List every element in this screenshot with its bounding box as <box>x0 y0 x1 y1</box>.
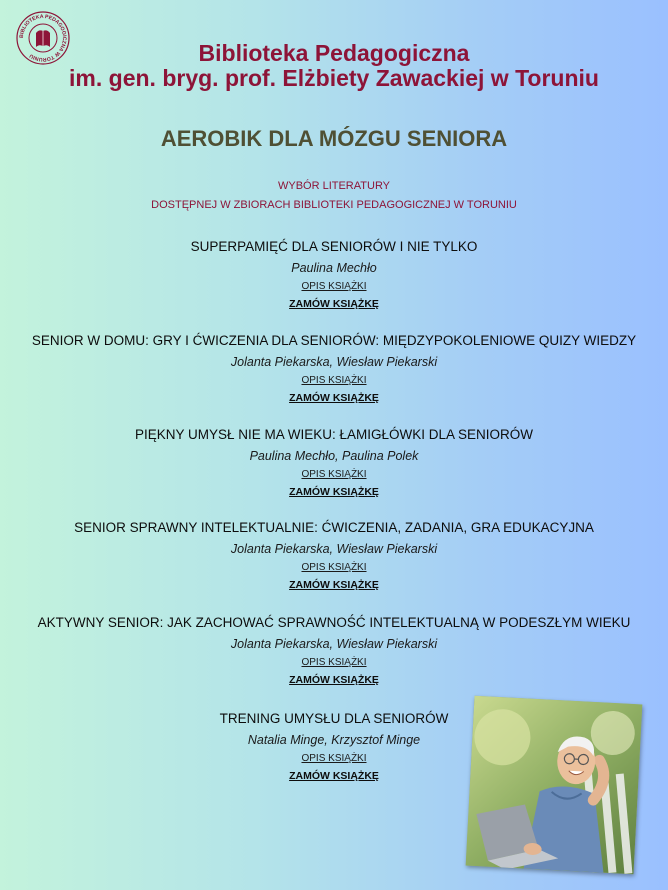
book-entry <box>0 519 668 593</box>
order-book-link[interactable]: ZAMÓW KSIĄŻKĘ <box>289 770 379 782</box>
logo-ring-text: BIBLIOTEKA PEDAGOGICZNA W TORUNIU <box>18 13 68 63</box>
book-entry <box>0 332 668 406</box>
order-book-link[interactable]: ZAMÓW KSIĄŻKĘ <box>289 486 379 498</box>
book-title: TRENING UMYSŁU DLA SENIORÓW <box>219 711 449 726</box>
subtitle-line1: WYBÓR LITERATURY <box>277 180 391 192</box>
book-entry <box>0 614 668 688</box>
book-description-link[interactable]: OPIS KSIĄŻKI <box>301 281 367 292</box>
book-title: PIĘKNY UMYSŁ NIE MA WIEKU: ŁAMIGŁÓWKI DLA SENIORÓW <box>134 427 534 442</box>
book-description-link[interactable]: OPIS KSIĄŻKI <box>301 562 367 573</box>
library-name <box>0 41 668 91</box>
book-description-link[interactable]: OPIS KSIĄŻKI <box>301 657 367 668</box>
book-description-link[interactable]: OPIS KSIĄŻKI <box>301 375 367 386</box>
book-authors: Jolanta Piekarska, Wiesław Piekarski <box>230 637 438 651</box>
page-subtitle <box>0 177 668 215</box>
book-authors: Paulina Mechło <box>291 261 377 275</box>
senior-with-laptop-photo <box>466 696 643 875</box>
book-entry <box>0 238 668 312</box>
book-authors: Paulina Mechło, Paulina Polek <box>249 449 419 463</box>
library-name-line2: im. gen. bryg. prof. Elżbiety Zawackiej w Toruniu <box>69 65 599 91</box>
page-title: AEROBIK DLA MÓZGU SENIORA <box>160 126 508 151</box>
library-name-line1: Biblioteka Pedagogiczna <box>198 40 470 66</box>
book-entry <box>0 426 668 500</box>
book-authors: Jolanta Piekarska, Wiesław Piekarski <box>230 542 438 556</box>
order-book-link[interactable]: ZAMÓW KSIĄŻKĘ <box>289 392 379 404</box>
order-book-link[interactable]: ZAMÓW KSIĄŻKĘ <box>289 674 379 686</box>
book-title: SUPERPAMIĘĆ DLA SENIORÓW I NIE TYLKO <box>190 239 478 254</box>
book-authors: Jolanta Piekarska, Wiesław Piekarski <box>230 355 438 369</box>
order-book-link[interactable]: ZAMÓW KSIĄŻKĘ <box>289 298 379 310</box>
book-description-link[interactable]: OPIS KSIĄŻKI <box>301 753 367 764</box>
book-title: AKTYWNY SENIOR: JAK ZACHOWAĆ SPRAWNOŚĆ INTELEKTUALNĄ W PODESZŁYM WIEKU <box>37 615 631 630</box>
order-book-link[interactable]: ZAMÓW KSIĄŻKĘ <box>289 579 379 591</box>
subtitle-line2: DOSTĘPNEJ W ZBIORACH BIBLIOTEKI PEDAGOGICZNEJ W TORUNIU <box>151 199 517 211</box>
book-title: SENIOR SPRAWNY INTELEKTUALNIE: ĆWICZENIA, ZADANIA, GRA EDUKACYJNA <box>74 520 594 535</box>
book-authors: Natalia Minge, Krzysztof Minge <box>247 733 421 747</box>
book-title: SENIOR W DOMU: GRY I ĆWICZENIA DLA SENIORÓW: MIĘDZYPOKOLENIOWE QUIZY WIEDZY <box>31 333 637 348</box>
book-description-link[interactable]: OPIS KSIĄŻKI <box>301 469 367 480</box>
